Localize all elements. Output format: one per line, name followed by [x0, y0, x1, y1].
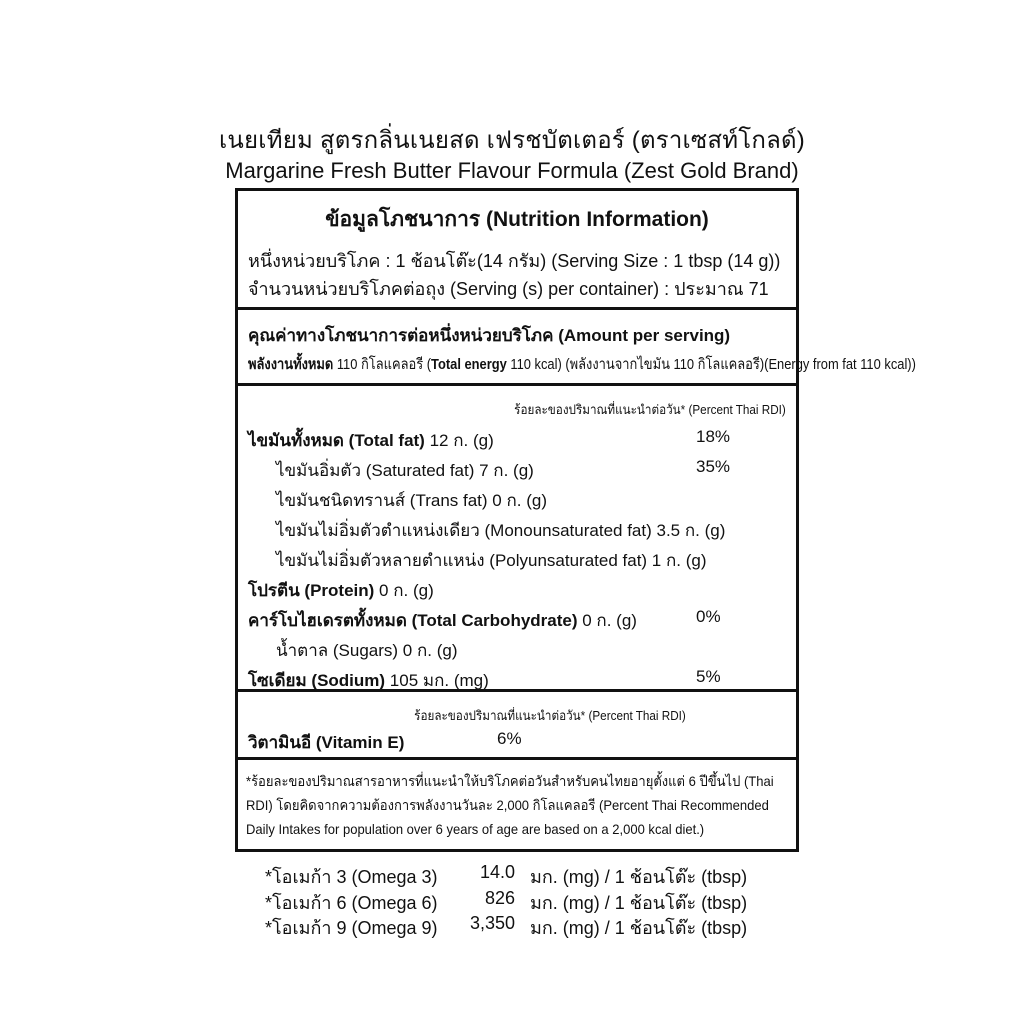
nutrient-percent: 5% — [696, 667, 721, 686]
footnote: *ร้อยละของปริมาณสารอาหารที่แนะนำให้บริโภคต่อวันสำหรับคนไทยอายุตั้งแต่ 6 ปีขึ้นไป (Thai RDI) โดยคิดจากความต้องการพลังงานวันละ 2,000 กิโลแคลอรี (Percent Thai Recommended Daily Intakes for population over 6 years of age are based on a 2,000 kcal diet.) — [246, 773, 774, 837]
vitamin-percent: 6% — [497, 729, 522, 748]
title-thai: เนยเทียม สูตรกลิ่นเนยสด เฟรชบัตเตอร์ (ตราเซสท์โกลด์) — [219, 127, 805, 154]
nutrient-amount: ไขมันอิ่มตัว (Saturated fat) 7 ก. (g) — [276, 461, 534, 480]
nutrient-amount: 12 ก. (g) — [424, 431, 494, 450]
divider — [238, 757, 796, 760]
divider — [238, 383, 796, 386]
nutrient-amount: ไขมันไม่อิ่มตัวตำแหน่งเดียว (Monounsaturated fat) 3.5 ก. (g) — [276, 521, 726, 540]
energy-en-value: 110 kcal) (พลังงานจากไขมัน 110 กิโลแคลอรี)(Energy from fat 110 kcal)) — [506, 356, 916, 373]
amount-per-serving: คุณค่าทางโภชนาการต่อหนึ่งหน่วยบริโภค (Amount per serving) — [248, 326, 731, 345]
omega-name: *โอเมก้า 9 (Omega 9) — [265, 918, 438, 938]
nutrient-row — [276, 487, 547, 514]
nutrient-amount: ไขมันชนิดทรานส์ (Trans fat) 0 ก. (g) — [276, 491, 547, 510]
omega-unit: มก. (mg) / 1 ช้อนโต๊ะ (tbsp) — [530, 918, 748, 938]
energy-label: พลังงานทั้งหมด — [248, 356, 334, 373]
vitamin-label: วิตามินอี (Vitamin E) — [248, 733, 405, 752]
nutrient-row — [248, 577, 434, 604]
omega-name: *โอเมก้า 6 (Omega 6) — [265, 893, 438, 913]
title-english: Margarine Fresh Butter Flavour Formula (Zest Gold Brand) — [225, 158, 799, 183]
nutrient-percent: 0% — [696, 607, 721, 626]
nutrient-label: ไขมันทั้งหมด (Total fat) — [248, 431, 425, 450]
nutrient-percent: 35% — [696, 457, 731, 476]
rdi-label: ร้อยละของปริมาณที่แนะนำต่อวัน* (Percent Thai RDI) — [514, 402, 786, 417]
nutrient-row — [248, 427, 494, 454]
serving-size: หนึ่งหน่วยบริโภค : 1 ช้อนโต๊ะ(14 กรัม) (Serving Size : 1 tbsp (14 g)) — [248, 251, 781, 271]
omega-value: 826 — [484, 888, 515, 908]
panel-heading: ข้อมูลโภชนาการ (Nutrition Information) — [325, 208, 709, 231]
nutrient-label: คาร์โบไฮเดรตทั้งหมด (Total Carbohydrate) — [248, 611, 578, 630]
energy-en-label: Total energy — [431, 356, 507, 373]
nutrient-row — [276, 457, 534, 484]
nutrient-row — [276, 517, 725, 544]
vitamin-rdi-label: ร้อยละของปริมาณที่แนะนำต่อวัน* (Percent Thai RDI) — [414, 708, 686, 723]
vitamin-row — [248, 729, 404, 756]
energy-th-value: 110 กิโลแคลอรี ( — [333, 356, 432, 373]
omega-value: 3,350 — [469, 913, 515, 933]
divider — [238, 307, 796, 310]
omega-value: 14.0 — [479, 862, 515, 882]
nutrient-row — [276, 547, 707, 574]
nutrition-panel — [235, 188, 916, 852]
servings-per-container: จำนวนหน่วยบริโภคต่อถุง (Serving (s) per container) : ประมาณ 71 — [248, 279, 769, 299]
energy-line — [248, 352, 916, 376]
nutrient-label: โปรตีน (Protein) — [248, 581, 375, 600]
omega-unit: มก. (mg) / 1 ช้อนโต๊ะ (tbsp) — [530, 867, 748, 887]
omega-unit: มก. (mg) / 1 ช้อนโต๊ะ (tbsp) — [530, 893, 748, 913]
nutrient-amount: 0 ก. (g) — [577, 611, 637, 630]
nutrient-amount: น้ำตาล (Sugars) 0 ก. (g) — [276, 641, 458, 660]
divider — [238, 689, 796, 692]
nutrient-percent: 18% — [696, 427, 731, 446]
nutrient-label: โซเดียม (Sodium) — [248, 671, 386, 690]
nutrient-row — [276, 637, 458, 664]
omega-name: *โอเมก้า 3 (Omega 3) — [265, 867, 438, 887]
nutrient-amount: 0 ก. (g) — [374, 581, 434, 600]
nutrient-amount: ไขมันไม่อิ่มตัวหลายตำแหน่ง (Polyunsaturated fat) 1 ก. (g) — [276, 551, 707, 570]
nutrient-row — [248, 607, 637, 634]
nutrient-amount: 105 มก. (mg) — [385, 671, 489, 690]
